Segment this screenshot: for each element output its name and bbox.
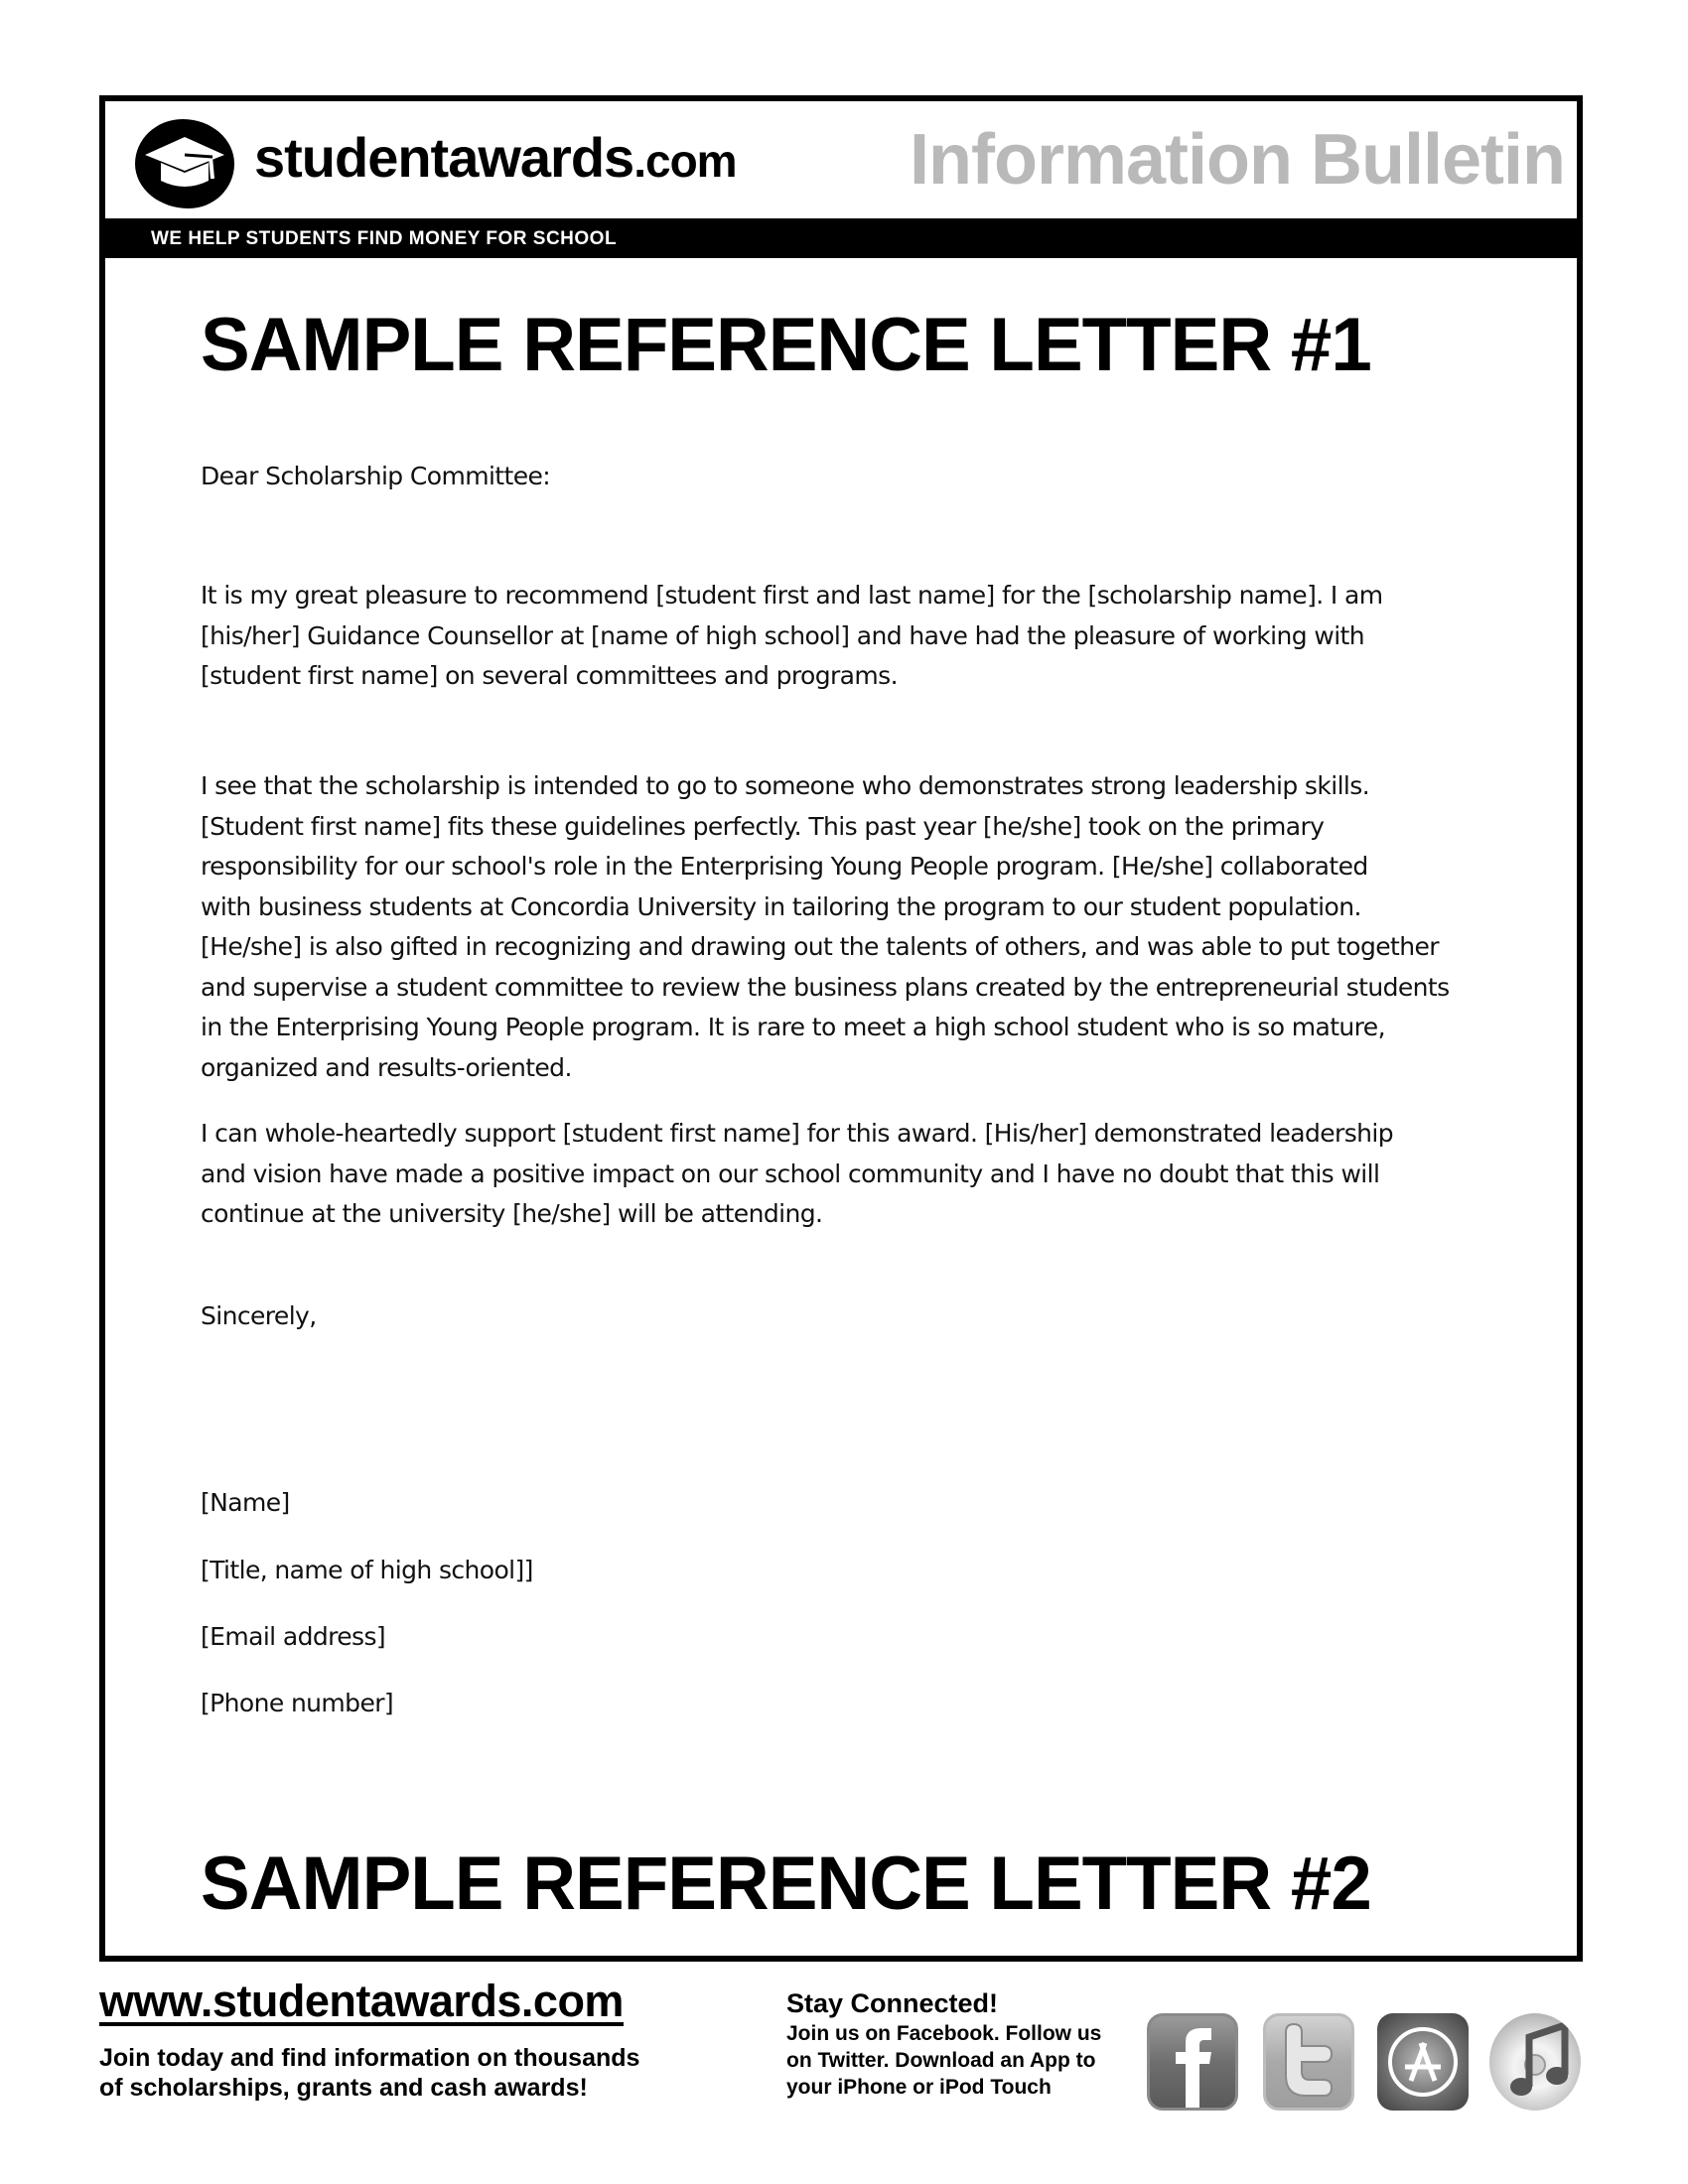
join-text [99,2043,735,2103]
stay-line-3: your iPhone or iPod Touch [786,2076,1052,2099]
text-line: and supervise a student committee to review the business plans created by the entrepreneurial students [201,972,1450,1002]
website-link[interactable]: www.studentawards.com [99,1976,624,2026]
bulletin-label: Information Bulletin [910,120,1565,200]
stay-connected-title: Stay Connected! [786,1988,999,2018]
text-line: organized and results-oriented. [201,1052,572,1082]
bulletin-frame [99,95,1583,1962]
brand-name: studentawards [254,126,634,189]
text-line: continue at the university [he/she] will be attending. [201,1199,823,1228]
brand-tld: .com [633,135,737,187]
text-line: I see that the scholarship is intended to go to someone who demonstrates strong leadership skills. [201,771,1370,800]
text-line: [his/her] Guidance Counsellor at [name of high school] and have had the pleasure of working with [201,620,1364,650]
header [105,101,1577,219]
tagline-band [105,218,1577,258]
app-store-icon[interactable] [1377,2013,1469,2111]
text-line: [student first name] on several committees and programs. [201,661,898,690]
facebook-icon[interactable] [1147,2013,1238,2111]
tagline: WE HELP STUDENTS FIND MONEY FOR SCHOOL [151,228,618,249]
graduation-cap-icon [135,119,234,208]
text-line: with business students at Concordia University in tailoring the program to our student population. [201,891,1361,921]
salutation [201,457,1491,497]
text-line: in the Enterprising Young People program. It is rare to meet a high school student who is so mature, [201,1013,1385,1041]
stay-connected-text [786,2020,1144,2101]
text-line: and vision have made a positive impact on our school community and I have no doubt that this will [201,1159,1380,1188]
twitter-icon[interactable] [1263,2013,1354,2111]
signature-title: [Title, name of high school]] [201,1556,533,1584]
stay-line-1: Join us on Facebook. Follow us [786,2022,1102,2045]
stay-line-2: on Twitter. Download an App to [786,2049,1096,2072]
paragraph-1 [201,576,1491,697]
paragraph-2 [201,766,1491,1088]
closing [201,1297,1491,1337]
text-line: I can whole-heartedly support [student first name] for this award. [His/her] demonstrated leadership [201,1119,1394,1148]
join-line-1: Join today and find information on thousands [99,2044,640,2072]
text-line: [Student first name] fits these guidelines perfectly. This past year [he/she] took on the primary [201,811,1325,841]
itunes-icon[interactable] [1489,2013,1581,2111]
signature-phone: [Phone number] [201,1689,394,1717]
paragraph-3 [201,1114,1491,1235]
letter2-title: SAMPLE REFERENCE LETTER #2 [201,1842,1371,1926]
text-line: responsibility for our school's role in the Enterprising Young People program. [He/she] collaborated [201,852,1368,881]
text-line: [He/she] is also gifted in recognizing and drawing out the talents of others, and was able to put together [201,932,1439,961]
salutation-text: Dear Scholarship Committee: [201,462,551,490]
signature-email: [Email address] [201,1622,386,1651]
text-line: It is my great pleasure to recommend [student first and last name] for the [scholarship name]. I am [201,581,1383,610]
signature-name: [Name] [201,1488,290,1517]
letter1-title: SAMPLE REFERENCE LETTER #1 [201,303,1371,387]
join-line-2: of scholarships, grants and cash awards! [99,2074,588,2102]
brand-logo[interactable] [254,125,737,190]
closing-text: Sincerely, [201,1301,317,1330]
